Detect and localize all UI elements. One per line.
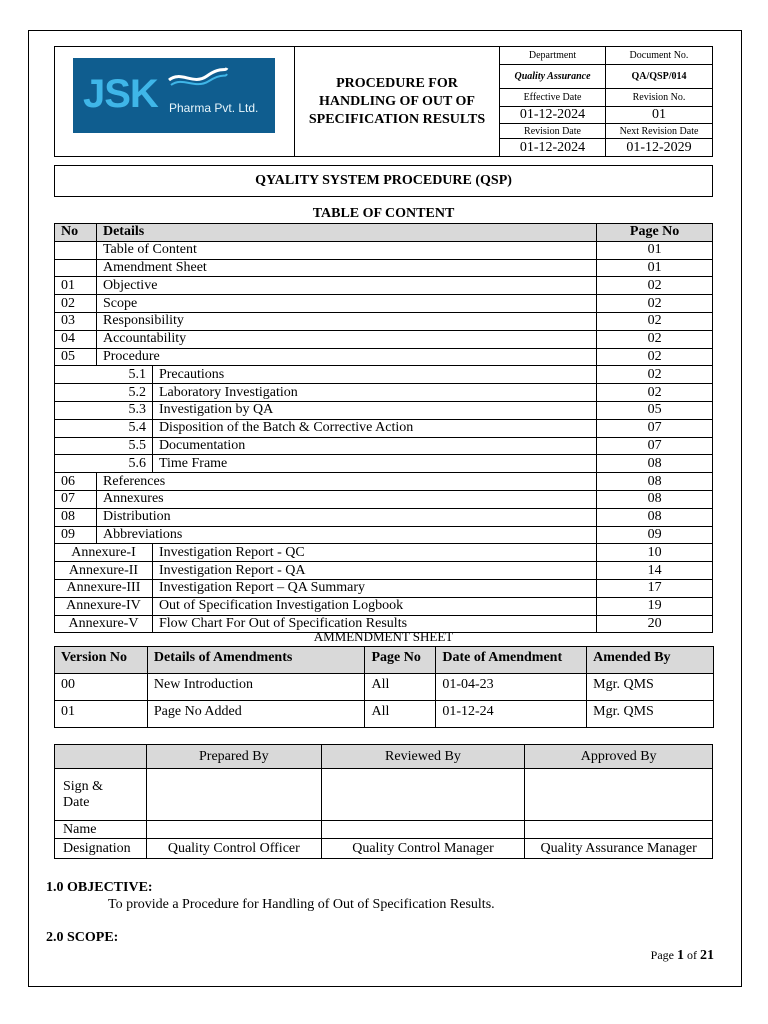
toc-details: Table of Content <box>96 241 596 259</box>
toc-no: 05 <box>55 348 97 366</box>
toc-page: 14 <box>597 562 713 580</box>
toc-details: Documentation <box>152 437 596 455</box>
toc-page: 01 <box>597 241 713 259</box>
amendment-cell: All <box>365 701 436 728</box>
designation-prepared: Quality Control Officer <box>146 839 321 859</box>
table-row <box>55 241 713 259</box>
section-objective-heading: 1.0 OBJECTIVE: <box>46 880 153 895</box>
section-scope-heading: 2.0 SCOPE: <box>46 930 119 945</box>
name-prepared-field[interactable] <box>146 821 321 839</box>
table-row <box>55 455 713 473</box>
name-reviewed-field[interactable] <box>321 821 525 839</box>
toc-page: 02 <box>597 366 713 384</box>
toc-page: 02 <box>597 295 713 313</box>
table-row <box>55 366 713 384</box>
toc-page: 17 <box>597 579 713 597</box>
toc-page: 02 <box>597 312 713 330</box>
toc-details: Time Frame <box>152 455 596 473</box>
designation-label: Designation <box>55 839 147 859</box>
toc-page: 02 <box>597 384 713 402</box>
toc-sub-no: 5.1 <box>55 366 153 384</box>
amendment-title: AMMENDMENT SHEET <box>313 629 454 644</box>
toc-details: Precautions <box>152 366 596 384</box>
department-value: Quality Assurance <box>500 65 606 89</box>
toc-annexure-no: Annexure-I <box>55 544 153 562</box>
table-row <box>55 490 713 508</box>
toc-details: Investigation by QA <box>152 401 596 419</box>
revision-date-label: Revision Date <box>500 124 606 139</box>
toc-no <box>55 241 97 259</box>
toc-page: 09 <box>597 526 713 544</box>
toc-no: 09 <box>55 526 97 544</box>
table-row <box>55 330 713 348</box>
page-word: Page <box>650 948 674 962</box>
qsp-banner: QYALITY SYSTEM PROCEDURE (QSP) <box>54 165 713 197</box>
toc-details: Distribution <box>96 508 596 526</box>
table-row <box>55 259 713 277</box>
toc-table <box>54 223 713 633</box>
amendment-cell: Mgr. QMS <box>587 674 714 701</box>
toc-details: Disposition of the Batch & Corrective Action <box>152 419 596 437</box>
logo-subtitle: Pharma Pvt. Ltd. <box>169 101 259 115</box>
signoff-header-row <box>55 745 713 769</box>
table-row <box>55 562 713 580</box>
page-current: 1 <box>677 948 684 963</box>
signoff-header: Reviewed By <box>321 745 525 769</box>
name-approved-field[interactable] <box>525 821 713 839</box>
table-row <box>55 312 713 330</box>
designation-reviewed: Quality Control Manager <box>321 839 525 859</box>
toc-header-page: Page No <box>597 224 713 242</box>
header-meta-grid <box>500 47 712 156</box>
amendment-cell: 01-04-23 <box>436 674 587 701</box>
table-row <box>55 674 714 701</box>
toc-details: Out of Specification Investigation Logbook <box>152 597 596 615</box>
toc-details: Investigation Report - QA <box>152 562 596 580</box>
document-header <box>54 46 713 157</box>
docno-label: Document No. <box>606 47 712 65</box>
toc-details: References <box>96 473 596 491</box>
sign-date-row <box>55 769 713 821</box>
section-objective-text: To provide a Procedure for Handling of Out of Specification Results. <box>108 897 495 912</box>
amendment-cell: New Introduction <box>147 674 365 701</box>
amendment-header: Version No <box>55 647 148 674</box>
toc-no: 02 <box>55 295 97 313</box>
toc-details: Abbreviations <box>96 526 596 544</box>
toc-page: 08 <box>597 490 713 508</box>
next-revision-value: 01-12-2029 <box>626 139 692 155</box>
toc-page: 10 <box>597 544 713 562</box>
toc-sub-no: 5.5 <box>55 437 153 455</box>
docno-value: QA/QSP/014 <box>606 65 712 89</box>
toc-annexure-no: Annexure-II <box>55 562 153 580</box>
amendment-cell: 01 <box>55 701 148 728</box>
procedure-title: PROCEDURE FOR HANDLING OF OUT OF SPECIFICATION RESULTS <box>295 47 500 156</box>
toc-details: Amendment Sheet <box>96 259 596 277</box>
sign-reviewed-field[interactable] <box>321 769 525 821</box>
name-label: Name <box>55 821 147 839</box>
table-row <box>55 384 713 402</box>
toc-header-no: No <box>55 224 97 242</box>
toc-details: Objective <box>96 277 596 295</box>
toc-header-details: Details <box>96 224 596 242</box>
table-row <box>55 701 714 728</box>
toc-sub-no: 5.6 <box>55 455 153 473</box>
amendment-header-row <box>55 647 714 674</box>
name-row <box>55 821 713 839</box>
toc-page: 07 <box>597 419 713 437</box>
company-logo <box>73 58 275 133</box>
amendment-cell: 00 <box>55 674 148 701</box>
amendment-header: Page No <box>365 647 436 674</box>
sign-approved-field[interactable] <box>525 769 713 821</box>
wave-icon <box>167 66 229 88</box>
table-row <box>55 401 713 419</box>
logo-brand-name: JSK <box>83 72 158 116</box>
table-row <box>55 579 713 597</box>
toc-details: Procedure <box>96 348 596 366</box>
toc-title: TABLE OF CONTENT <box>312 206 455 221</box>
toc-sub-no: 5.2 <box>55 384 153 402</box>
toc-details: Accountability <box>96 330 596 348</box>
toc-page: 07 <box>597 437 713 455</box>
amendment-header: Amended By <box>587 647 714 674</box>
signoff-header: Approved By <box>525 745 713 769</box>
toc-details: Flow Chart For Out of Specification Results <box>152 615 596 633</box>
amendment-cell: Mgr. QMS <box>587 701 714 728</box>
toc-page: 05 <box>597 401 713 419</box>
toc-page: 19 <box>597 597 713 615</box>
amendment-header: Details of Amendments <box>147 647 365 674</box>
amendment-table <box>54 646 714 728</box>
toc-sub-no: 5.3 <box>55 401 153 419</box>
toc-page: 20 <box>597 615 713 633</box>
amendment-cell: 01-12-24 <box>436 701 587 728</box>
signoff-header: Prepared By <box>146 745 321 769</box>
table-row <box>55 348 713 366</box>
table-row <box>55 437 713 455</box>
designation-approved: Quality Assurance Manager <box>525 839 713 859</box>
sign-prepared-field[interactable] <box>146 769 321 821</box>
table-row <box>55 597 713 615</box>
logo-cell <box>55 47 295 156</box>
toc-annexure-no: Annexure-IV <box>55 597 153 615</box>
toc-annexure-no: Annexure-III <box>55 579 153 597</box>
table-row <box>55 419 713 437</box>
toc-no: 03 <box>55 312 97 330</box>
toc-details: Investigation Report – QA Summary <box>152 579 596 597</box>
toc-header-row <box>55 224 713 242</box>
of-word: of <box>687 948 697 962</box>
sign-date-label: Sign & Date <box>55 769 147 821</box>
toc-page: 02 <box>597 277 713 295</box>
toc-page: 08 <box>597 473 713 491</box>
toc-details: Annexures <box>96 490 596 508</box>
toc-no: 01 <box>55 277 97 295</box>
table-row <box>55 508 713 526</box>
amendment-cell: All <box>365 674 436 701</box>
amendment-header: Date of Amendment <box>436 647 587 674</box>
revision-date-value: 01-12-2024 <box>500 139 606 156</box>
page-number <box>651 948 714 964</box>
toc-page: 02 <box>597 348 713 366</box>
page-total: 21 <box>700 948 714 963</box>
toc-no: 06 <box>55 473 97 491</box>
toc-annexure-no: Annexure-V <box>55 615 153 633</box>
toc-page: 01 <box>597 259 713 277</box>
toc-page: 02 <box>597 330 713 348</box>
toc-no: 04 <box>55 330 97 348</box>
signoff-header <box>55 745 147 769</box>
toc-details: Investigation Report - QC <box>152 544 596 562</box>
signoff-table <box>54 744 713 859</box>
department-label: Department <box>500 47 606 65</box>
next-revision-label: Next Revision Date <box>606 124 712 139</box>
revision-no-label: Revision No. <box>606 89 712 107</box>
table-row <box>55 544 713 562</box>
toc-details: Scope <box>96 295 596 313</box>
effective-date-label: Effective Date <box>500 89 606 107</box>
amendment-cell: Page No Added <box>147 701 365 728</box>
toc-details: Responsibility <box>96 312 596 330</box>
table-row <box>55 295 713 313</box>
table-row <box>55 526 713 544</box>
toc-details: Laboratory Investigation <box>152 384 596 402</box>
designation-row <box>55 839 713 859</box>
toc-page: 08 <box>597 455 713 473</box>
table-row <box>55 277 713 295</box>
toc-page: 08 <box>597 508 713 526</box>
toc-sub-no: 5.4 <box>55 419 153 437</box>
toc-no: 08 <box>55 508 97 526</box>
revision-no-value: 01 <box>606 107 712 124</box>
effective-date-value: 01-12-2024 <box>500 107 606 124</box>
toc-no: 07 <box>55 490 97 508</box>
toc-no <box>55 259 97 277</box>
table-row <box>55 473 713 491</box>
